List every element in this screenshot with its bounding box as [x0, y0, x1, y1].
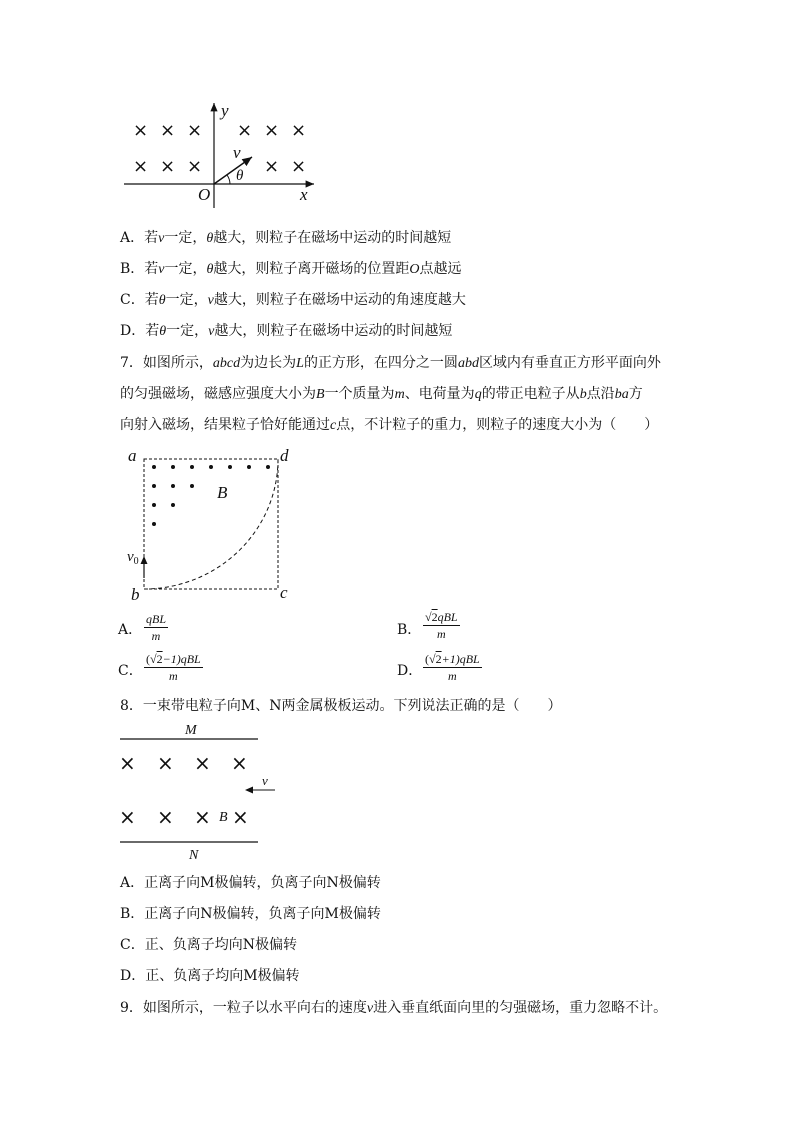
square-boundary [144, 459, 278, 589]
field-b-label: B [217, 483, 228, 502]
field-cross: × [187, 120, 203, 141]
field-dot [247, 465, 251, 469]
q7-option-a-fraction: qBL m [146, 612, 167, 643]
q7-option-b-fraction: √2qBL m [425, 610, 458, 641]
field-cross: × [160, 156, 176, 177]
q6-option-d: D．若θ一定，v越大，则粒子在磁场中运动的时间越短 [120, 323, 453, 339]
field-cross: × [119, 751, 136, 775]
q8-option-b: B．正离子向N极偏转，负离子向M极偏转 [120, 906, 381, 922]
q8-option-c: C．正、负离子均向N极偏转 [120, 937, 297, 953]
field-cross: × [119, 805, 136, 829]
field-dots [152, 465, 270, 526]
field-cross: × [194, 805, 211, 829]
corner-b-label: b [131, 585, 140, 604]
q8-option-a: A．正离子向M极偏转，负离子向N极偏转 [120, 875, 381, 891]
origin-label: O [198, 185, 211, 204]
field-dot [152, 503, 156, 507]
field-cross: × [264, 156, 280, 177]
q7-option-b-label: B． [397, 622, 422, 638]
field-cross: × [157, 805, 174, 829]
trajectory-arc [144, 459, 278, 589]
v0-label: $v_0$ [127, 549, 139, 567]
q6-option-c: C．若θ一定，v越大，则粒子在磁场中运动的角速度越大 [120, 292, 466, 308]
y-axis-label: y [221, 101, 229, 120]
field-cross: × [157, 751, 174, 775]
q7-option-a-label: A． [118, 622, 143, 638]
q7-option-d-label: D． [397, 663, 423, 679]
q7-option-d-fraction: (√2+1)qBL m [425, 652, 480, 683]
corner-c-label: c [280, 583, 288, 602]
field-cross: × [187, 156, 203, 177]
q7-option-c-fraction: (√2−1)qBL m [146, 652, 201, 683]
velocity-label: v [262, 773, 268, 788]
q8-option-d: D．正、负离子均向M极偏转 [120, 968, 300, 984]
q6-option-b: B．若v一定，θ越大，则粒子离开磁场的位置距O点越远 [120, 261, 462, 277]
theta-arc [227, 175, 230, 184]
coordinate-axes [110, 95, 330, 215]
field-cross: × [133, 156, 149, 177]
field-cross: × [194, 751, 211, 775]
q6-option-a: A．若v一定，θ越大，则粒子在磁场中运动的时间越短 [120, 230, 452, 246]
q7-stem-line-3: 向射入磁场，结果粒子恰好能通过c点，不计粒子的重力，则粒子的速度大小为（ ） [120, 417, 659, 433]
field-cross: × [232, 805, 249, 829]
q7-stem-line-1: 7．如图所示，abcd为边长为L的正方形，在四分之一圆abd区域内有垂直正方形平面向外 [120, 355, 661, 371]
field-cross: × [133, 120, 149, 141]
field-b-label: B [219, 810, 228, 825]
field-dot [190, 484, 194, 488]
field-dot [152, 484, 156, 488]
plates-diagram [115, 730, 285, 850]
field-cross: × [264, 120, 280, 141]
plate-m-label: M [185, 723, 197, 738]
corner-d-label: d [280, 446, 289, 465]
q7-stem-line-2: 的匀强磁场，磁感应强度大小为B一个质量为m、电荷量为q的带正电粒子从b点沿ba方 [120, 386, 643, 402]
field-dot [171, 484, 175, 488]
field-cross: × [291, 120, 307, 141]
theta-label: θ [236, 168, 244, 184]
field-dot [152, 522, 156, 526]
field-dot [266, 465, 270, 469]
field-dot [171, 465, 175, 469]
field-dot [171, 503, 175, 507]
q8-stem: 8．一束带电粒子向M、N两金属极板运动。下列说法正确的是（ ） [120, 698, 562, 714]
field-dot [209, 465, 213, 469]
velocity-label: v [233, 143, 241, 162]
field-cross: × [231, 751, 248, 775]
plate-n-label: N [189, 848, 199, 863]
field-cross: × [160, 120, 176, 141]
field-dot [152, 465, 156, 469]
q7-option-c-label: C． [118, 663, 143, 679]
field-cross: × [291, 156, 307, 177]
corner-a-label: a [128, 446, 137, 465]
q9-stem: 9．如图所示，一粒子以水平向右的速度v进入垂直纸面向里的匀强磁场，重力忽略不计。 [120, 1000, 668, 1016]
field-dot [228, 465, 232, 469]
field-cross: × [237, 120, 253, 141]
square-diagram [130, 450, 295, 600]
x-axis-label: x [300, 185, 308, 204]
field-dot [190, 465, 194, 469]
